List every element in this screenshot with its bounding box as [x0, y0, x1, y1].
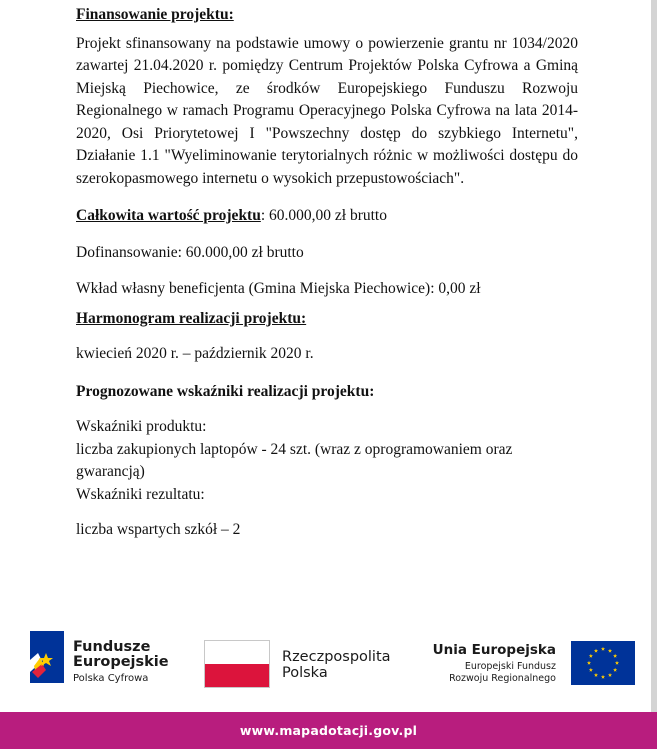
unia-europejska-text — [430, 642, 556, 685]
fe-sub: Polska Cyfrowa — [73, 673, 149, 684]
footer-bar — [0, 712, 657, 749]
cofinancing-line: Dofinansowanie: 60.000,00 zł brutto — [76, 243, 304, 261]
fundusze-europejskie-text — [73, 640, 169, 684]
fe-line2: Europejskie — [73, 654, 169, 670]
funding-paragraph: Projekt sfinansowany na podstawie umowy o powierzenie grantu nr 1034/2020 zawartej 21.04.2020 r. pomiędzy Centrum Projektów Polska Cyfrowa a Gminą Miejską Piechowice, ze środków Europejskiego Funduszu Rozwoju Regionalnego w ramach Programu Operacyjnego Polska Cyfrowa na lata 2014-2020, Osi Priorytetowej I "Powszechny dostęp do szybkiego Internetu", Działanie 1.1 "Wyeliminowanie terytorialnych różnic w możliwości dostępu do szerokopasmowego internetu o wysokich przepustowościach". — [76, 34, 578, 187]
ue-title: Unia Europejska — [432, 642, 556, 658]
ue-sub2: Rozwoju Regionalnego — [449, 673, 556, 684]
fundusze-europejskie-logo-icon — [28, 628, 68, 686]
poland-flag-icon — [204, 640, 270, 688]
indicators-heading: Prognozowane wskaźniki realizacji projektu: — [76, 382, 375, 400]
document-body — [76, 4, 578, 542]
result-indicators-value: liczba wspartych szkół – 2 — [76, 521, 241, 538]
rzeczpospolita-polska-text — [282, 649, 391, 681]
rp-line1: Rzeczpospolita — [282, 649, 391, 665]
total-value-line — [76, 205, 578, 228]
funding-heading: Finansowanie projektu: — [76, 6, 234, 23]
schedule-text: kwiecień 2020 r. – październik 2020 r. — [76, 345, 314, 362]
eu-flag-icon — [571, 641, 635, 685]
total-value-amount: : 60.000,00 zł brutto — [260, 207, 387, 224]
total-value-label: Całkowita wartość projektu — [76, 207, 261, 224]
own-contribution-line: Wkład własny beneficjenta (Gmina Miejska Piechowice): 0,00 zł — [76, 280, 481, 297]
footer-url: www.mapadotacji.gov.pl — [239, 723, 418, 738]
schedule-heading: Harmonogram realizacji projektu: — [76, 309, 307, 327]
product-indicators-label: Wskaźniki produktu: — [76, 418, 207, 435]
product-indicators-value: liczba zakupionych laptopów - 24 szt. (wraz z oprogramowaniem oraz gwarancją) — [76, 440, 513, 480]
fe-line1: Fundusze — [73, 639, 151, 655]
ue-sub1: Europejski Fundusz — [464, 661, 556, 672]
logo-strip — [0, 628, 657, 694]
rp-line2: Polska — [282, 665, 328, 681]
page-right-border — [651, 0, 657, 712]
result-indicators-label: Wskaźniki rezultatu: — [76, 485, 205, 503]
